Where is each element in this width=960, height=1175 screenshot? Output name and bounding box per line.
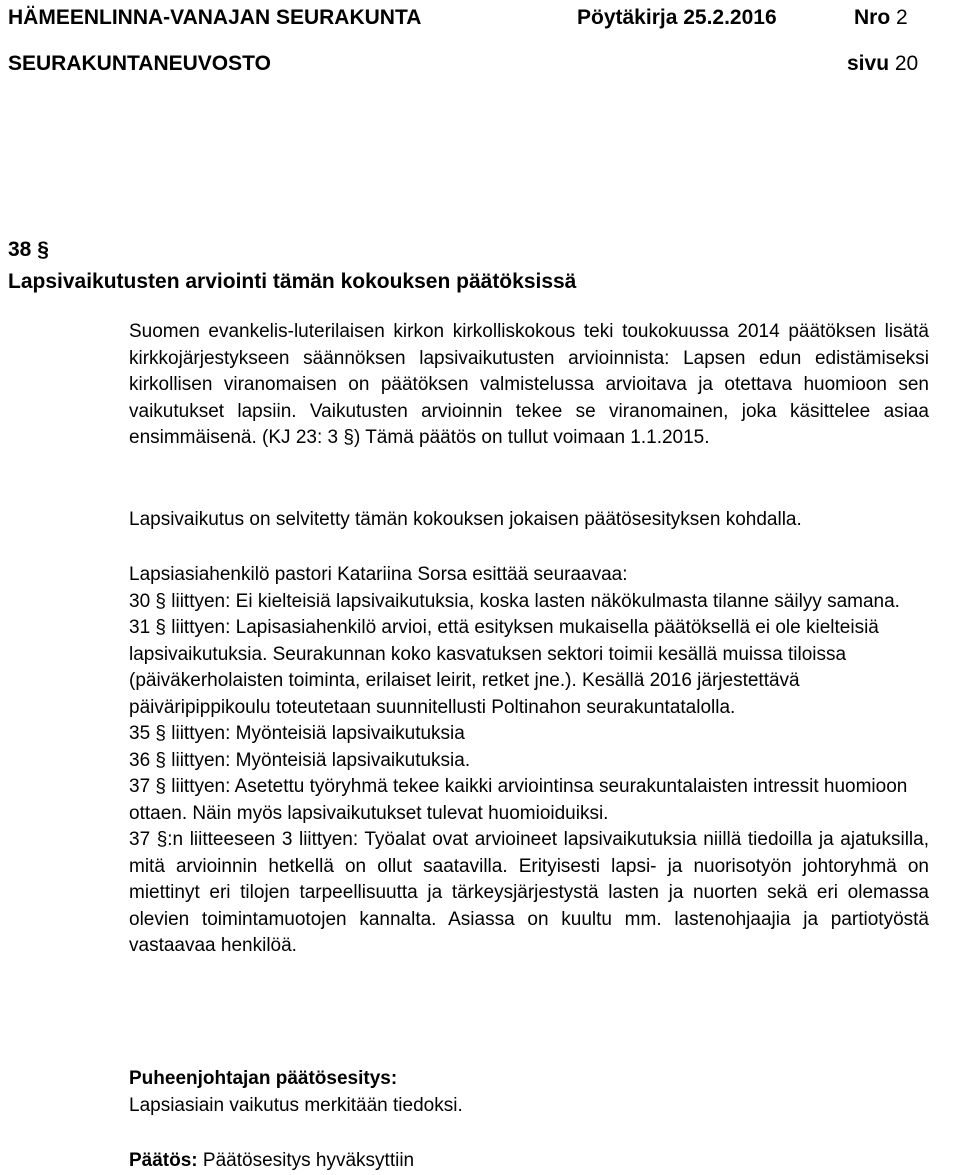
decision-block (129, 1148, 929, 1175)
proposal-text: Lapsiasiain vaikutus merkitään tiedoksi. (129, 1094, 463, 1116)
statement-intro: Lapsiasiahenkilö pastori Katariina Sorsa esittää seuraavaa: (129, 564, 628, 585)
statement-item-36: 36 § liittyen: Myönteisiä lapsivaikutuksia. (129, 749, 471, 771)
page-number (847, 52, 918, 76)
statement-item-37: 37 § liittyen: Asetettu työryhmä tekee kaikki arviointinsa seurakuntalaisten intressit huomioon ottaen. Näin myös lapsivaikutukset tulevat huomioiduiksi. (129, 776, 908, 824)
statement-item-37-attachment: 37 §:n liitteeseen 3 liittyen: Työalat ovat arvioineet lapsivaikutuksia niillä tiedoilla ja ajatuksilla, mitä arvioinnin hetkellä on ollut saatavilla. Erityisesti lapsi- ja nuorisotyön johtoryhmä on miettinyt eri tilojen tarpeellisuutta ja tärkeysjärjestystä lasten ja nuorten sekä eri olemassa olevien toimintamuotojen kannalta. Asiassa on kuultu mm. lastenohjaajia ja partiotyöstä vastaavaa henkilöä. (129, 829, 929, 956)
statement-item-35: 35 § liittyen: Myönteisiä lapsivaikutuksia (129, 723, 465, 744)
minutes-date: Pöytäkirja 25.2.2016 (577, 6, 777, 29)
intro-summary: Lapsivaikutus on selvitetty tämän kokouksen jokaisen päätösesityksen kohdalla. (129, 509, 802, 530)
organization-name: HÄMEENLINNA-VANAJAN SEURAKUNTA (8, 6, 422, 29)
minutes-number-value: 2 (896, 6, 908, 29)
statement-item-30: 30 § liittyen: Ei kielteisiä lapsivaikutuksia, koska lasten näkökulmasta tilanne säilyy samana. (129, 590, 900, 612)
page-label: sivu (847, 52, 890, 75)
minutes-number-label: Nro (854, 6, 891, 29)
proposal-label: Puheenjohtajan päätösesitys: (129, 1068, 398, 1089)
statement-item-31: 31 § liittyen: Lapisasiahenkilö arvioi, että esityksen mukaisella päätöksellä ei ole kielteisiä lapsivaikutuksia. Seurakunnan koko kasvatuksen sektori toimii kesällä muissa tiloissa (päiväkerholaisten toiminta, erilaiset leirit, retket jne.). Kesällä 2016 järjestettävä päiväripippikoulu toteutetaan suunnitellusti Poltinahon seurakuntatalolla. (129, 617, 879, 718)
section-title: Lapsivaikutusten arviointi tämän kokouksen päätöksissä (8, 270, 577, 293)
minutes-number (854, 6, 908, 30)
page-value: 20 (894, 52, 919, 75)
intro-summary-block (129, 507, 929, 534)
decision-label: Päätös: (129, 1150, 198, 1171)
section-number: 38 § (8, 238, 49, 261)
intro-paragraph: Suomen evankelis-luterilaisen kirkon kirkolliskokous teki toukokuussa 2014 päätöksen lisätä kirkkojärjestykseen säännöksen lapsivaikutusten arvioinnista: Lapsen edun edistämiseksi kirkollisen viranomaisen on päätöksen valmistelussa arvioitava ja otettava huomioon sen vaikutukset lapsiin. Vaikutusten arvioinnin tekee se viranomainen, joka käsittelee asiaa ensimmäisenä. (KJ 23: 3 §) Tämä päätös on tullut voimaan 1.1.2015. (129, 321, 929, 448)
proposal-block (129, 1066, 929, 1119)
decision-text: Päätösesitys hyväksyttiin (202, 1150, 415, 1171)
intro-block (129, 319, 929, 452)
statement-block (129, 562, 929, 960)
council-name: SEURAKUNTANEUVOSTO (8, 52, 271, 75)
